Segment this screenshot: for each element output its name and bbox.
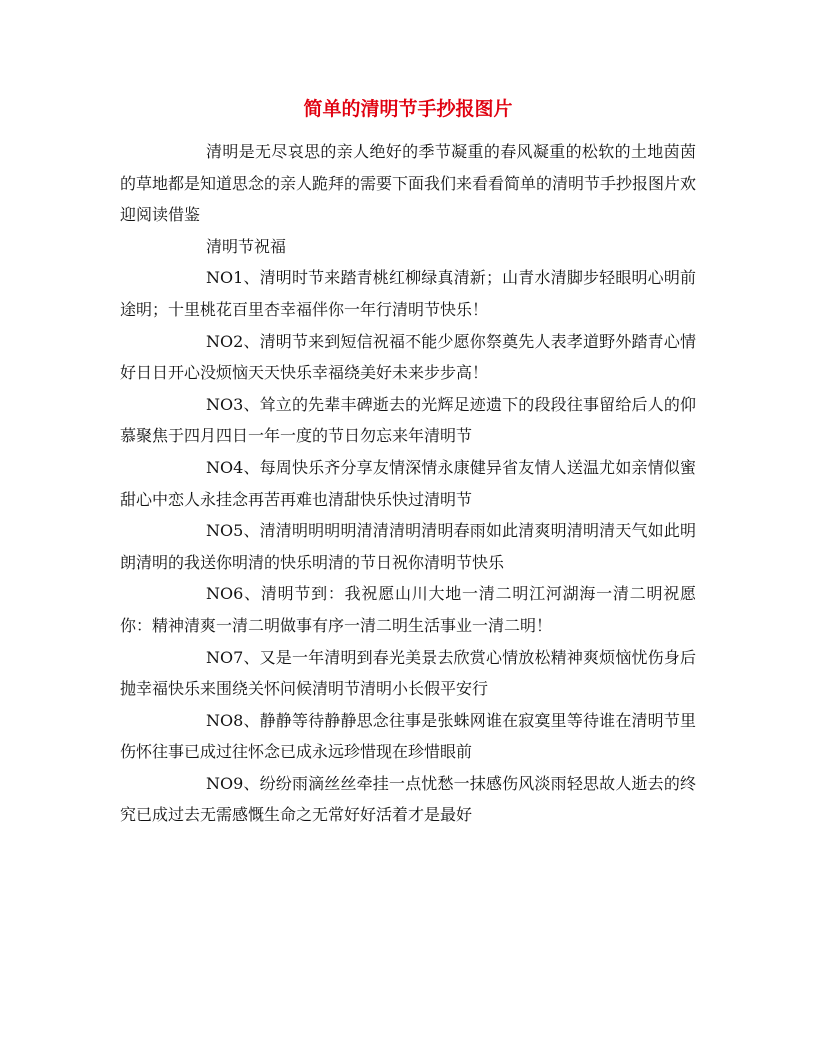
blessing-paragraph: NO2、清明节来到短信祝福不能少愿你祭奠先人表孝道野外踏青心情好日日开心没烦恼天天快乐幸福绕美好未来步步高！ bbox=[120, 331, 696, 383]
blessing-paragraph: NO4、每周快乐齐分享友情深情永康健异省友情人送温尤如亲情似蜜甜心中恋人永挂念再苦再难也清甜快乐快过清明节 bbox=[120, 457, 696, 509]
blessing-paragraph: NO6、清明节到：我祝愿山川大地一清二明江河湖海一清二明祝愿你：精神清爽一清二明做事有序一清二明生活事业一清二明！ bbox=[120, 584, 696, 635]
blessing-paragraph: NO3、耸立的先辈丰碑逝去的光辉足迹遗下的段段往事留给后人的仰慕聚焦于四月四日一年一度的节日勿忘来年清明节 bbox=[120, 394, 696, 446]
document-body bbox=[120, 136, 696, 831]
intro-paragraph: 清明是无尽哀思的亲人绝好的季节凝重的春风凝重的松软的土地茵茵的草地都是知道思念的亲人跪拜的需要下面我们来看看简单的清明节手抄报图片欢迎阅读借鉴 bbox=[120, 142, 697, 225]
blessing-paragraph: NO7、又是一年清明到春光美景去欣赏心情放松精神爽烦恼忧伤身后抛幸福快乐来围绕关怀问候清明节清明小长假平安行 bbox=[120, 647, 696, 699]
section-heading: 清明节祝福 bbox=[206, 236, 287, 256]
blessing-paragraph: NO9、纷纷雨滴丝丝牵挂一点忧愁一抹感伤风淡雨轻思故人逝去的终究已成过去无需感慨生命之无常好好活着才是最好 bbox=[120, 773, 696, 825]
blessing-paragraph: NO1、清明时节来踏青桃红柳绿真清新；山青水清脚步轻眼明心明前途明；十里桃花百里杏幸福伴你一年行清明节快乐！ bbox=[120, 268, 696, 319]
blessing-paragraph: NO8、静静等待静静思念往事是张蛛网谁在寂寞里等待谁在清明节里伤怀往事已成过往怀念已成永远珍惜现在珍惜眼前 bbox=[120, 710, 696, 762]
blessing-paragraph: NO5、清清明明明明清清清明清明春雨如此清爽明清明清天气如此明朗清明的我送你明清的快乐明清的节日祝你清明节快乐 bbox=[120, 521, 696, 572]
document-title: 简单的清明节手抄报图片 bbox=[303, 98, 513, 120]
